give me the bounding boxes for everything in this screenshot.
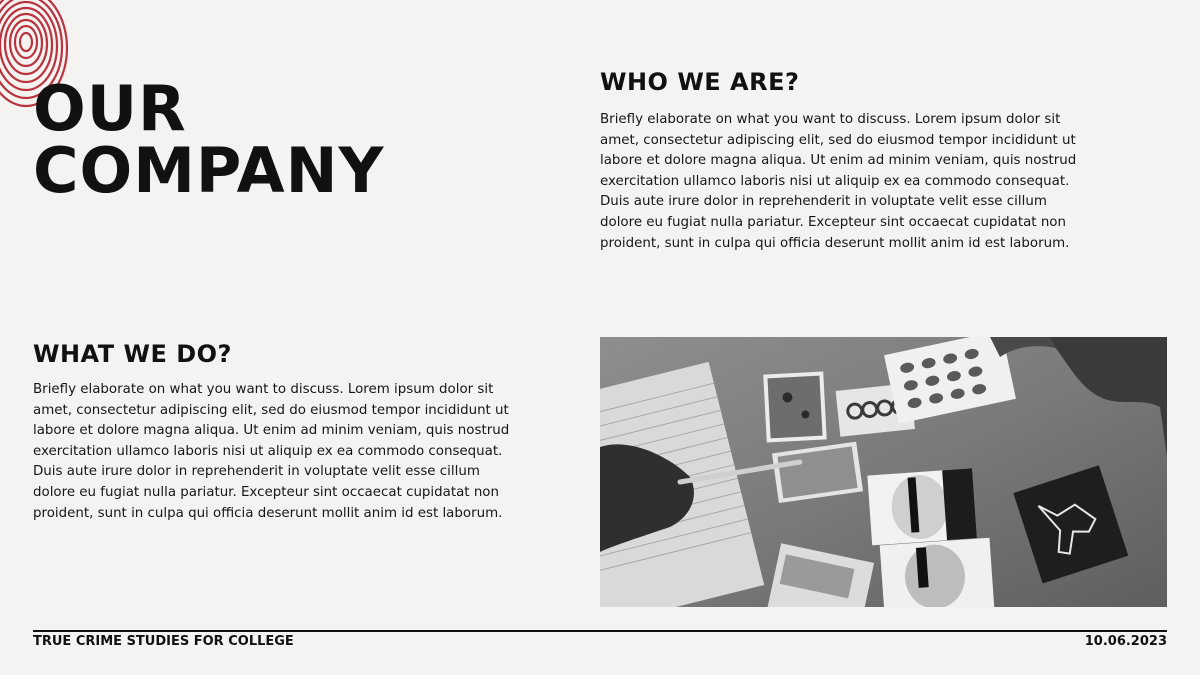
who-we-are-text: Briefly elaborate on what you want to discuss. Lorem ipsum dolor sit amet, consectetur adipiscing elit, sed do eiusmod tempor incididunt ut labore et dolore magna aliqua. Ut enim ad minim veniam, quis nostrud exercitation ullamco laboris nisi ut aliquip ex ea commodo consequat. Duis aute irure dolor in reprehenderit in voluptate velit esse cillum dolore eu fugiat nulla pariatur. Excepteur sint occaecat cupidatat non proident, sunt in culpa qui officia deserunt mollit anim id est laborum. [600, 112, 1077, 251]
investigation-photo [600, 337, 1167, 607]
page-title [33, 72, 385, 207]
what-we-do-heading: WHAT WE DO? [33, 340, 232, 368]
title-line-2: COMPANY [33, 134, 385, 207]
footer-date: 10.06.2023 [1084, 634, 1167, 649]
footer-course-title: TRUE CRIME STUDIES FOR COLLEGE [33, 634, 294, 649]
who-we-are-heading: WHO WE ARE? [600, 68, 800, 96]
title-line-1: OUR [33, 72, 187, 145]
what-we-do-text: Briefly elaborate on what you want to discuss. Lorem ipsum dolor sit amet, consectetur adipiscing elit, sed do eiusmod tempor incididunt ut labore et dolore magna aliqua. Ut enim ad minim veniam, quis nostrud exercitation ullamco laboris nisi ut aliquip ex ea commodo consequat. Duis aute irure dolor in reprehenderit in voluptate velit esse cillum dolore eu fugiat nulla pariatur. Excepteur sint occaecat cupidatat non proident, sunt in culpa qui officia deserunt mollit anim id est laborum. [33, 382, 510, 521]
footer-divider [33, 630, 1167, 632]
